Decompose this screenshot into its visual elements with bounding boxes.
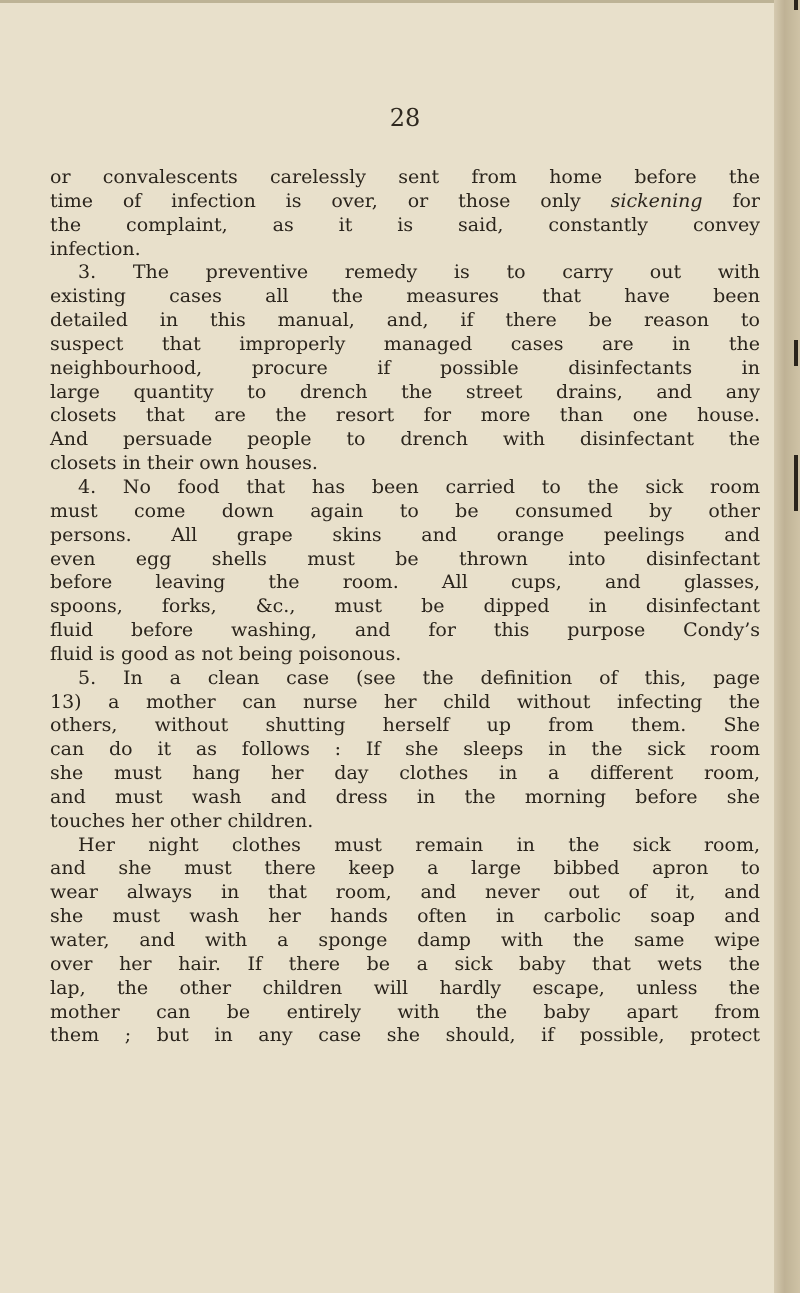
text-line: 4. No food that has been carried to the sick room — [78, 475, 760, 498]
text-line: neighbourhood, procure if possible disinfectants in — [50, 356, 760, 379]
text-line: existing cases all the measures that have been — [50, 285, 760, 308]
text-line: Her night clothes must remain in the sick room, — [78, 833, 760, 856]
edge-ink-mark-1 — [794, 0, 798, 10]
text-line: 3. The preventive remedy is to carry out with — [78, 261, 760, 284]
text-line: wear always in that room, and never out of it, and — [50, 881, 760, 904]
text-line: closets in their own houses. — [50, 452, 318, 475]
text-line: fluid is good as not being poisonous. — [50, 642, 402, 665]
text-run: time of infection is over, or those only — [50, 189, 611, 212]
text-line: she must wash her hands often in carbolic soap and — [50, 905, 760, 928]
text-line: or convalescents carelessly sent from home before the — [50, 166, 760, 188]
edge-ink-mark-3 — [794, 455, 798, 511]
italic-word: sickening — [610, 189, 703, 212]
text-line: detailed in this manual, and, if there be reason to — [50, 309, 760, 332]
text-line: water, and with a sponge damp with the same wipe — [50, 929, 760, 951]
text-line: lap, the other children will hardly escape, unless the — [50, 976, 760, 999]
text-line-with-italic — [50, 190, 760, 214]
body-text — [50, 166, 760, 1048]
text-line: others, without shutting herself up from them. She — [50, 714, 760, 737]
edge-ink-mark-2 — [794, 340, 798, 366]
text-line: And persuade people to drench with disinfectant the — [50, 428, 760, 451]
text-line: suspect that improperly managed cases are in the — [50, 332, 760, 355]
text-line: and must wash and dress in the morning before she — [50, 785, 760, 808]
text-line: mother can be entirely with the baby apart from — [50, 1000, 760, 1023]
text-line: before leaving the room. All cups, and glasses, — [50, 571, 760, 594]
text-line: the complaint, as it is said, constantly convey — [50, 213, 760, 236]
text-line: persons. All grape skins and orange peelings and — [50, 523, 760, 546]
text-line: she must hang her day clothes in a different room, — [50, 762, 760, 785]
top-edge-rule — [0, 0, 800, 3]
page-edge-shadow — [774, 0, 800, 1293]
text-line: can do it as follows : If she sleeps in the sick room — [50, 738, 760, 761]
text-line: large quantity to drench the street drains, and any — [50, 380, 760, 403]
text-line: spoons, forks, &c., must be dipped in disinfectant — [50, 595, 760, 618]
page-number: 28 — [389, 104, 421, 132]
text-line: even egg shells must be thrown into disinfectant — [50, 547, 760, 570]
text-line: and she must there keep a large bibbed apron to — [50, 857, 760, 880]
text-line: 13) a mother can nurse her child without infecting the — [50, 690, 760, 713]
text-line: fluid before washing, and for this purpose Condy’s — [50, 619, 760, 642]
text-line: touches her other children. — [50, 809, 314, 832]
text-line: infection. — [50, 237, 141, 260]
text-line: 5. In a clean case (see the definition of this, page — [78, 666, 760, 689]
text-line: closets that are the resort for more than one house. — [50, 404, 760, 427]
text-line: over her hair. If there be a sick baby that wets the — [50, 952, 760, 975]
text-line: must come down again to be consumed by other — [50, 499, 760, 522]
text-line: them ; but in any case she should, if possible, protect — [50, 1024, 760, 1047]
text-run: for — [702, 189, 761, 212]
